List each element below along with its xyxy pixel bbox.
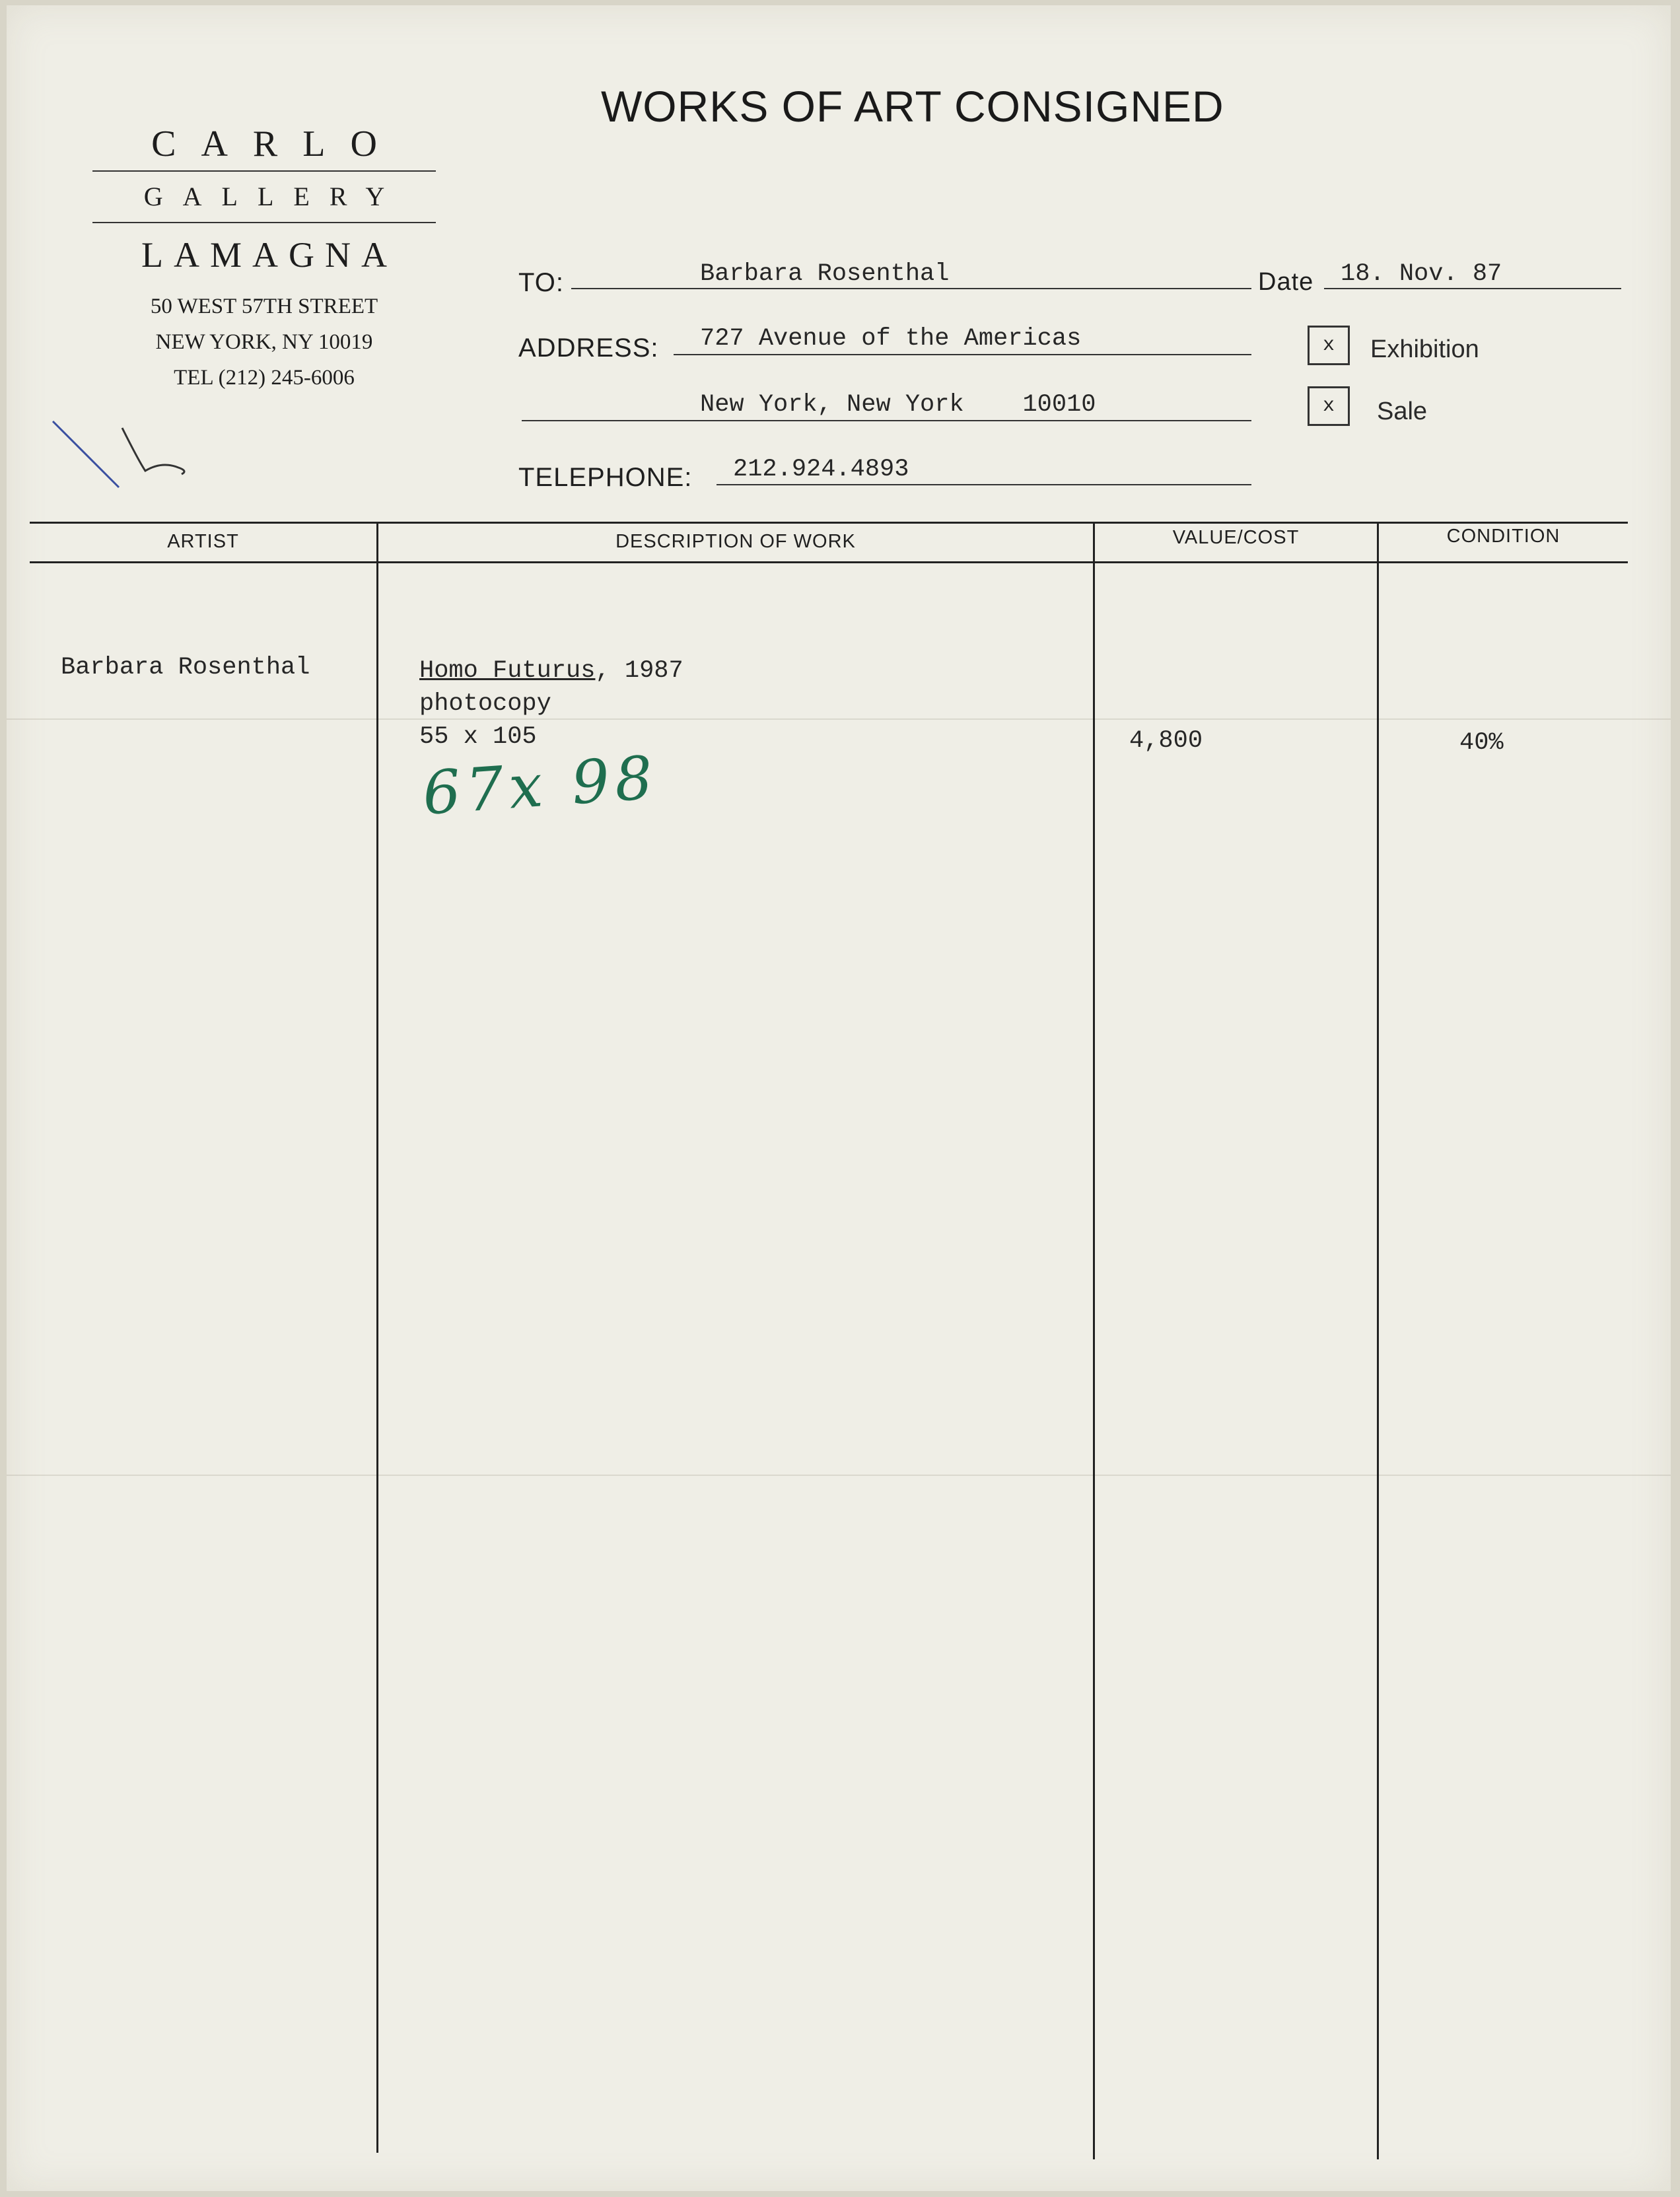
- work-title-name: Homo Futurus: [419, 657, 596, 685]
- gallery-city: NEW YORK, NY 10019: [155, 330, 373, 354]
- gallery-letterhead: [92, 118, 436, 394]
- address-line2: New York, New York 10010: [700, 391, 1096, 419]
- work-title: [419, 657, 683, 685]
- pen-scribble: [46, 415, 205, 501]
- condition-cell: 40%: [1459, 729, 1504, 757]
- handwritten-dimensions-text: 67x 98: [420, 743, 660, 829]
- address-label: ADDRESS:: [518, 333, 659, 363]
- paper-fold: [7, 1475, 1671, 1476]
- gallery-name-line3: LAMAGNA: [141, 235, 398, 275]
- telephone-label: TELEPHONE:: [518, 463, 693, 492]
- gallery-name-line1: CARLO: [151, 123, 402, 164]
- artist-cell: Barbara Rosenthal: [61, 654, 310, 681]
- to-underline: [571, 288, 1251, 289]
- gallery-name-line2: GALLERY: [143, 182, 405, 211]
- value-cell: 4,800: [1129, 727, 1203, 755]
- address-underline-2: [522, 420, 1251, 421]
- exhibition-checkbox[interactable]: x: [1308, 326, 1350, 365]
- work-dimensions: 55 x 105: [419, 723, 537, 751]
- date-label: Date: [1258, 268, 1314, 296]
- form-title: WORKS OF ART CONSIGNED: [601, 82, 1224, 131]
- work-year: , 1987: [595, 657, 683, 685]
- exhibition-label: Exhibition: [1370, 335, 1479, 363]
- description-column-header: DESCRIPTION OF WORK: [615, 531, 856, 552]
- value-column-header: VALUE/COST: [1172, 527, 1300, 548]
- telephone-underline: [717, 484, 1251, 485]
- recipient-name: Barbara Rosenthal: [700, 260, 950, 288]
- consignment-form: [7, 5, 1671, 2191]
- gallery-phone: TEL (212) 245-6006: [174, 366, 355, 390]
- sale-checkbox[interactable]: x: [1308, 386, 1350, 426]
- handwritten-dimensions: [420, 743, 660, 831]
- date-value: 18. Nov. 87: [1341, 260, 1502, 288]
- work-medium: photocopy: [419, 690, 551, 718]
- date-underline: [1324, 288, 1621, 289]
- paper-fold: [7, 718, 1671, 720]
- column-divider: [376, 522, 378, 2153]
- address-line1: 727 Avenue of the Americas: [700, 325, 1082, 353]
- gallery-street: 50 WEST 57TH STREET: [150, 295, 378, 318]
- to-label: TO:: [518, 268, 564, 297]
- column-divider: [1377, 522, 1379, 2159]
- sale-label: Sale: [1377, 398, 1428, 425]
- address-underline: [674, 354, 1251, 355]
- table-top-rule: [30, 522, 1628, 524]
- condition-column-header: CONDITION: [1446, 526, 1560, 547]
- table-header-rule: [30, 561, 1628, 563]
- column-divider: [1093, 522, 1095, 2159]
- artist-column-header: ARTIST: [167, 531, 239, 552]
- telephone-value: 212.924.4893: [733, 456, 909, 483]
